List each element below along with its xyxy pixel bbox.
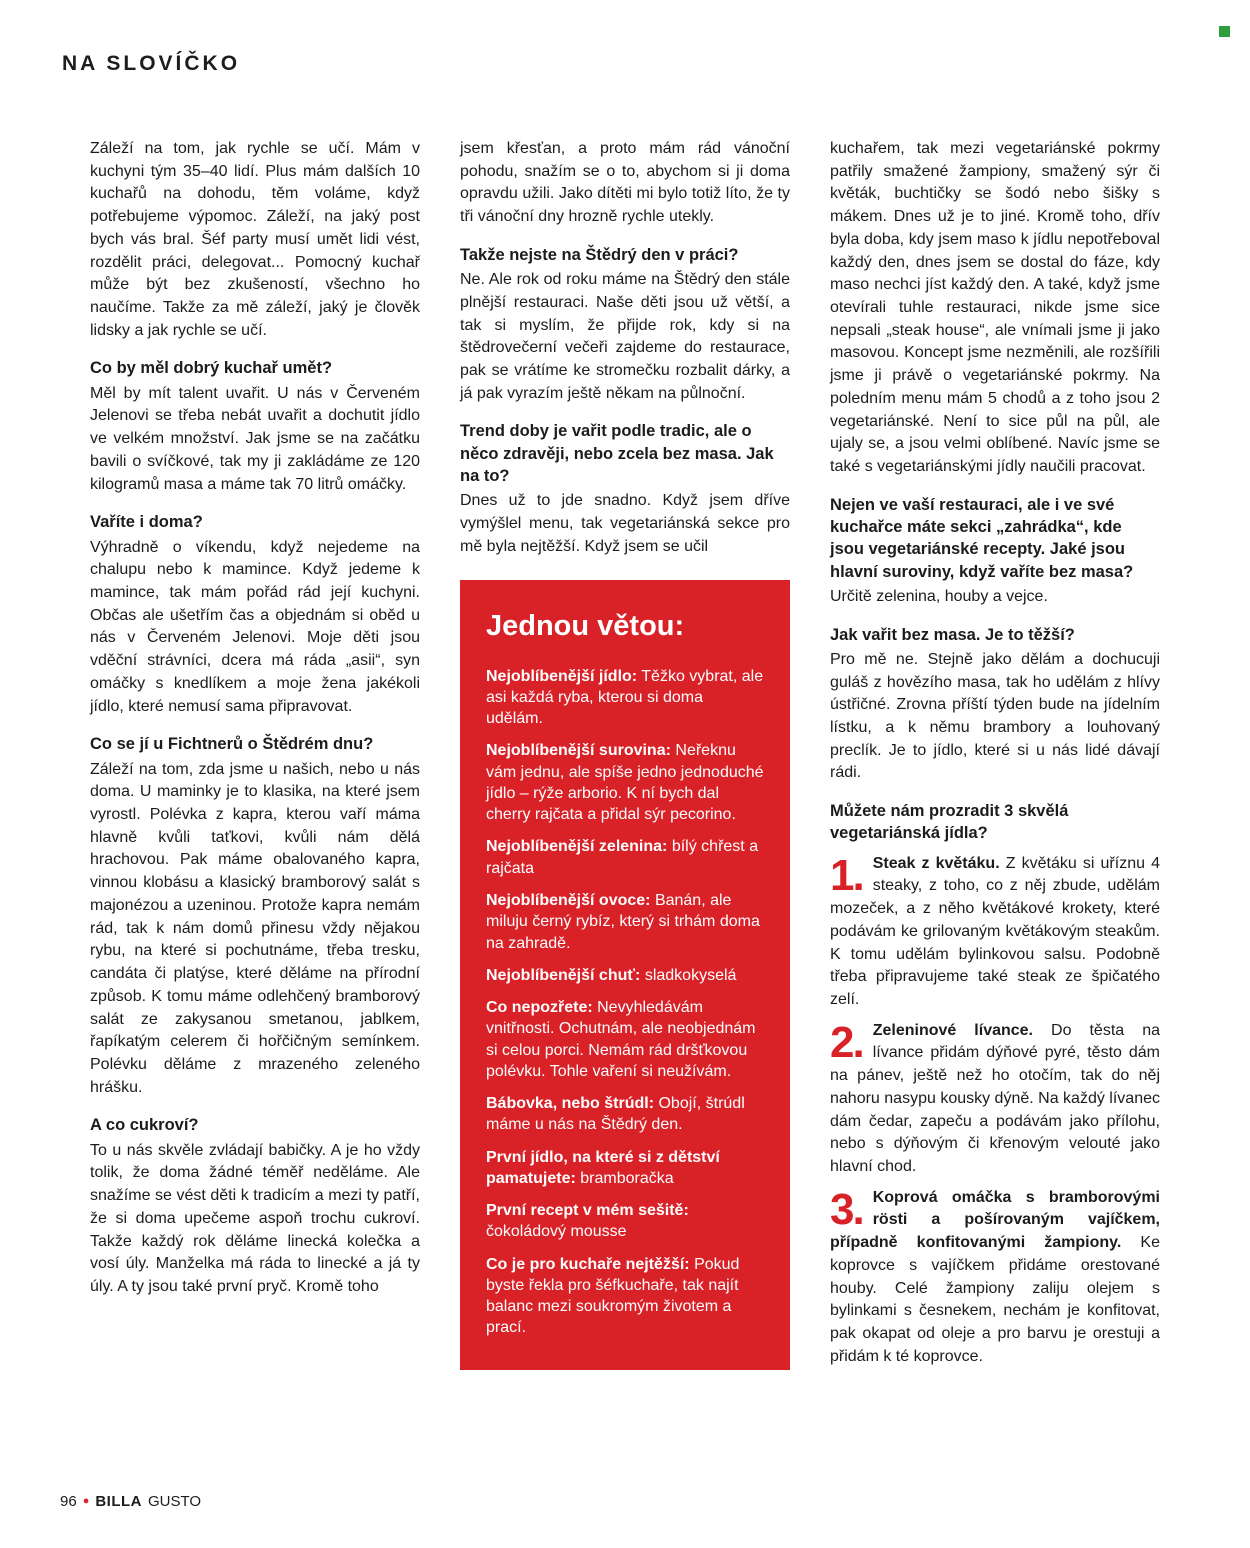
answer: Záleží na tom, zda jsme u našich, nebo u nás doma. U maminky je to klasika, na které jsem vyrostl. Polévka z kapra, kterou vaří máma hlavně kvůli taťkovi, kvůli nám dělá hrachovou. Pak máme obalovaného kapra, vinnou klobásu a klasický bramborový salát s majonézou a uzeninou. Protože kapra nemám rád, tak k nám domů přinesu vždy nějakou rybu, na které si pochutnáme, třeba tresku, candáta či platýse, které děláme na přírodní způsob. K tomu máme odlehčený bramborový salát ze zakysanou smetanou, jablkem, řapíkatým celerem či hořčičným semínkem. Polévku děláme z mrazeného zeleného hrášku. xyxy=(90,760,420,1096)
column-3 xyxy=(830,138,1160,1370)
redbox-item xyxy=(486,836,764,879)
qa-block xyxy=(460,420,790,558)
column-2 xyxy=(460,138,790,1370)
redbox-item-text: Obojí, štrúdl máme u nás na Štědrý den. xyxy=(486,1095,745,1134)
article-body xyxy=(90,138,1160,1370)
question: Co by měl dobrý kuchař umět? xyxy=(90,359,333,378)
qa-block xyxy=(90,357,420,496)
redbox-item-text: bramboračka xyxy=(580,1169,674,1187)
footer-dot-icon: ● xyxy=(82,1495,90,1507)
redbox-item xyxy=(486,740,764,825)
redbox-item-label: První recept v mém sešitě: xyxy=(486,1202,689,1220)
question: Vaříte i doma? xyxy=(90,513,203,532)
dish-text xyxy=(830,850,1160,1012)
magazine-issue: GUSTO xyxy=(148,1493,202,1510)
dish-body: Z květáku si uříznu 4 steaky, z toho, co z něj zbude, udělám mozeček, a z něho květákové krokety, které podávám ke grilovaným květákovým steakům. K tomu udělám bylinkovou salsu. Podobně třeba připravujeme také steak ze špičatého zelí. xyxy=(830,854,1160,1008)
redbox-item xyxy=(486,890,764,954)
redbox-item-label: Nejoblíbenější zelenina: xyxy=(486,838,668,856)
dish-number: 2. xyxy=(830,1017,863,1067)
dish-text xyxy=(830,1184,1160,1369)
redbox-item xyxy=(486,1200,764,1243)
redbox-item-label: Nejoblíbenější jídlo: xyxy=(486,667,638,685)
redbox-item-text: čokoládový mousse xyxy=(486,1223,627,1241)
magazine-brand: BILLA xyxy=(95,1493,143,1510)
redbox-item xyxy=(486,1254,764,1339)
answer: Výhradně o víkendu, když nejedeme na chalupu nebo k mamince. Když jedeme k mamince, tak mám pořád rád její kuchyni. Občas ale ušetřím čas a objednám si oběd u nás v Červeném Jelenovi. Moje děti jsou vděční strávníci, dcera má ráda „asii“, syn omáčky s knedlíkem a moje žena jakékoli jídlo, které nemusí sama připravovat. xyxy=(90,538,420,715)
column-1 xyxy=(90,138,420,1370)
redbox-item-label: Bábovka, nebo štrúdl: xyxy=(486,1095,655,1113)
redbox-item xyxy=(486,1147,764,1190)
redbox-item-text: Neřeknu vám jednu, ale spíše jedno jednoduché jídlo – rýže arborio. K ní bych dal cherry rajčata a přidal sýr pecorino. xyxy=(486,742,764,824)
answer: Dnes už to jde snadno. Když jsem dříve vymýšlel menu, tak vegetariánská sekce pro mě byla nejtěžší. Když jsem se učil xyxy=(460,492,790,555)
answer-paragraph: Záleží na tom, jak rychle se učí. Mám v kuchyni tým 35–40 lidí. Plus mám dalších 10 kuchařů na dohodu, těm voláme, když potřebujeme výpomoc. Záleží, na jaký post bych vás bral. Šéf party musí umět lidi vést, rozdělit práci, delegovat... Pomocný kuchař může být bez zkušeností, všechno ho naučíme. Takže za mě záleží, jaký je člověk lidsky a jak rychle se učí. xyxy=(90,140,420,339)
numbered-dish xyxy=(830,850,1160,1012)
dish-text xyxy=(830,1017,1160,1179)
section-title: NA SLOVÍČKO xyxy=(62,52,241,75)
dish-number: 3. xyxy=(830,1184,863,1234)
numbered-dish xyxy=(830,1184,1160,1369)
redbox-item xyxy=(486,1093,764,1136)
redbox-item-text: Nevyhledávám vnitřnosti. Ochutnám, ale neobjednám si celou porci. Nemám rád dršťkovou polévku. Tohle vaření si neužívám. xyxy=(486,999,756,1080)
dish-lead: Zeleninové lívance. xyxy=(872,1021,1033,1039)
qa-block xyxy=(90,511,420,718)
redbox-item-label: Nejoblíbenější ovoce: xyxy=(486,891,651,909)
question: Co se jí u Fichtnerů o Štědrém dnu? xyxy=(90,735,374,754)
question: A co cukroví? xyxy=(90,1116,199,1135)
qa-block xyxy=(90,733,420,1099)
redbox-title: Jednou větou: xyxy=(486,610,685,643)
answer-paragraph: kuchařem, tak mezi vegetariánské pokrmy patřily smažené žampiony, smažený sýr či květák, buchtičky se šodó nebo šišky s mákem. Dnes už je to jiné. Kromě toho, dřív byla doba, kdy jsem maso k jídlu nepotřeboval každý den, dnes jsem se dostal do fáze, kdy maso nechci jíst každý den. A také, když jsme otevírali tuhle restauraci, nikde jsme sice nepsali „steak house“, ale vnímali jsme ji jako masovou. Koncept jsme nezměnili, ale rozšířili jsme ji právě o vegetariánské pokrmy. Na poledním menu mám 5 chodů a z toho jsou 2 vegetariánské. Není to sice půl na půl, ale ujaly se, a jsou velmi oblíbené. Navíc jsme se také s vegetariánskými jídly naučili pracovat. xyxy=(830,140,1160,476)
redbox-item xyxy=(486,997,764,1082)
question: Jak vařit bez masa. Je to těžší? xyxy=(830,625,1075,644)
dish-number: 1. xyxy=(830,850,863,900)
answer: Určitě zelenina, houby a vejce. xyxy=(830,587,1048,605)
redbox-item-text: bílý chřest a rajčata xyxy=(486,838,759,877)
dish-body: Ke koprovce s vajíčkem přidáme orestované houby. Celé žampiony zaliju olejem s bylinkami s česnekem, nechám je konfitovat, pak okapat od oleje a pro barvu je orestuji a přidám k té koprovce. xyxy=(830,1234,1160,1365)
redbox-item-label: Co je pro kuchaře nejtěžší: xyxy=(486,1255,690,1273)
dish-lead: Koprová omáčka s bramborovými rösti a pošírovaným vajíčkem, případně konfitovanými žampiony. xyxy=(830,1188,1160,1252)
redbox-item-text: sladkokyselá xyxy=(644,966,737,984)
section-header xyxy=(62,52,240,76)
redbox-item xyxy=(486,666,764,730)
one-sentence-box xyxy=(460,580,790,1369)
answer: Měl by mít talent uvařit. U nás v Červeném Jelenovi se třeba nebát uvařit a dochutit jídlo ve velkém množství. Jak jsme se na začátku bavili o svíčkové, tak my ji zakládáme ze 120 kilogramů masa a máme tak 70 litrů omáčky. xyxy=(90,384,420,493)
question: Nejen ve vaší restauraci, ale i ve své kuchařce máte sekci „zahrádka“, kde jsou vegetariánské recepty. Jaké jsou hlavní suroviny, když vaříte bez masa? xyxy=(830,495,1134,581)
answer: Pro mě ne. Stejně jako dělám a dochucuji guláš z hovězího masa, tak ho udělám z hlívy ústřičné. Zrovna příští týden bude na jídelním lístku, a k němu brambory a louhovaný preclík. Je to jídlo, které si u nás lidé dávají rádi. xyxy=(830,650,1160,782)
redbox-item xyxy=(486,965,764,986)
question: Trend doby je vařit podle tradic, ale o něco zdravěji, nebo zcela bez masa. Jak na to? xyxy=(460,422,774,485)
answer: Ne. Ale rok od roku máme na Štědrý den stále plnější restauraci. Naše děti jsou už větší, a tak si myslím, že přijde rok, kdy si na štědrovečerní večeři zajdeme do restaurace, pak se vrátíme ke stromečku rozbalit dárky, a já pak vyrazím ještě někam na půlnoční. xyxy=(460,271,790,402)
dish-lead: Steak z květáku. xyxy=(872,854,1000,872)
numbered-dish xyxy=(830,1017,1160,1179)
answer-paragraph: jsem křesťan, a proto mám rád vánoční pohodu, snažím se o to, abychom si ji doma opravdu užili. Jako dítěti mi bylo totiž líto, že ty tři vánoční dny hrozně rychle utekly. xyxy=(460,140,790,226)
redbox-item-label: Co nepozřete: xyxy=(486,999,593,1017)
question: Takže nejste na Štědrý den v práci? xyxy=(460,245,739,264)
qa-block xyxy=(830,494,1160,609)
qa-block xyxy=(90,1114,420,1298)
corner-square-icon xyxy=(1219,26,1230,37)
qa-block xyxy=(830,624,1160,786)
redbox-item-label: Nejoblíbenější surovina: xyxy=(486,742,671,760)
qa-block xyxy=(460,244,790,406)
page-footer xyxy=(60,1493,201,1510)
answer: To u nás skvěle zvládají babičky. A je ho vždy tolik, že doma žádné téměř neděláme. Ale snažíme se vést děti k tradicím a mezi ty patří, že si doma upečeme aspoň trochu cukroví. Takže každý rok děláme linecká kolečka a vosí úly. Manželka má ráda to linecké a já ty úly. A ty jsou také první pryč. Kromě toho xyxy=(90,1141,420,1295)
redbox-item-label: Nejoblíbenější chuť: xyxy=(486,966,641,984)
redbox-item-text: Těžko vybrat, ale asi každá ryba, kterou si doma udělám. xyxy=(486,667,764,728)
redbox-item-label: První jídlo, na které si z dětství pamatujete: xyxy=(486,1148,720,1187)
dishes-heading: Můžete nám prozradit 3 skvělá vegetariánská jídla? xyxy=(830,802,1069,843)
page-number: 96 xyxy=(60,1493,77,1510)
redbox-item-text: Banán, ale miluju černý rybíz, který si trhám doma na zahradě. xyxy=(486,891,760,952)
dish-body: Do těsta na lívance přidám dýňové pyré, těsto dám na pánev, ještě než ho otočím, tak do něj nahoru nasypu kousky dýně. Na každý lívanec dám čedar, zapeču a podávám jako přílohu, nebo s dýňovým či křenovým velouté jako hlavní chod. xyxy=(830,1021,1160,1176)
redbox-item-text: Pokud byste řekla pro šéfkuchaře, tak najít balanc mezi soukromým životem a prací. xyxy=(486,1255,740,1337)
